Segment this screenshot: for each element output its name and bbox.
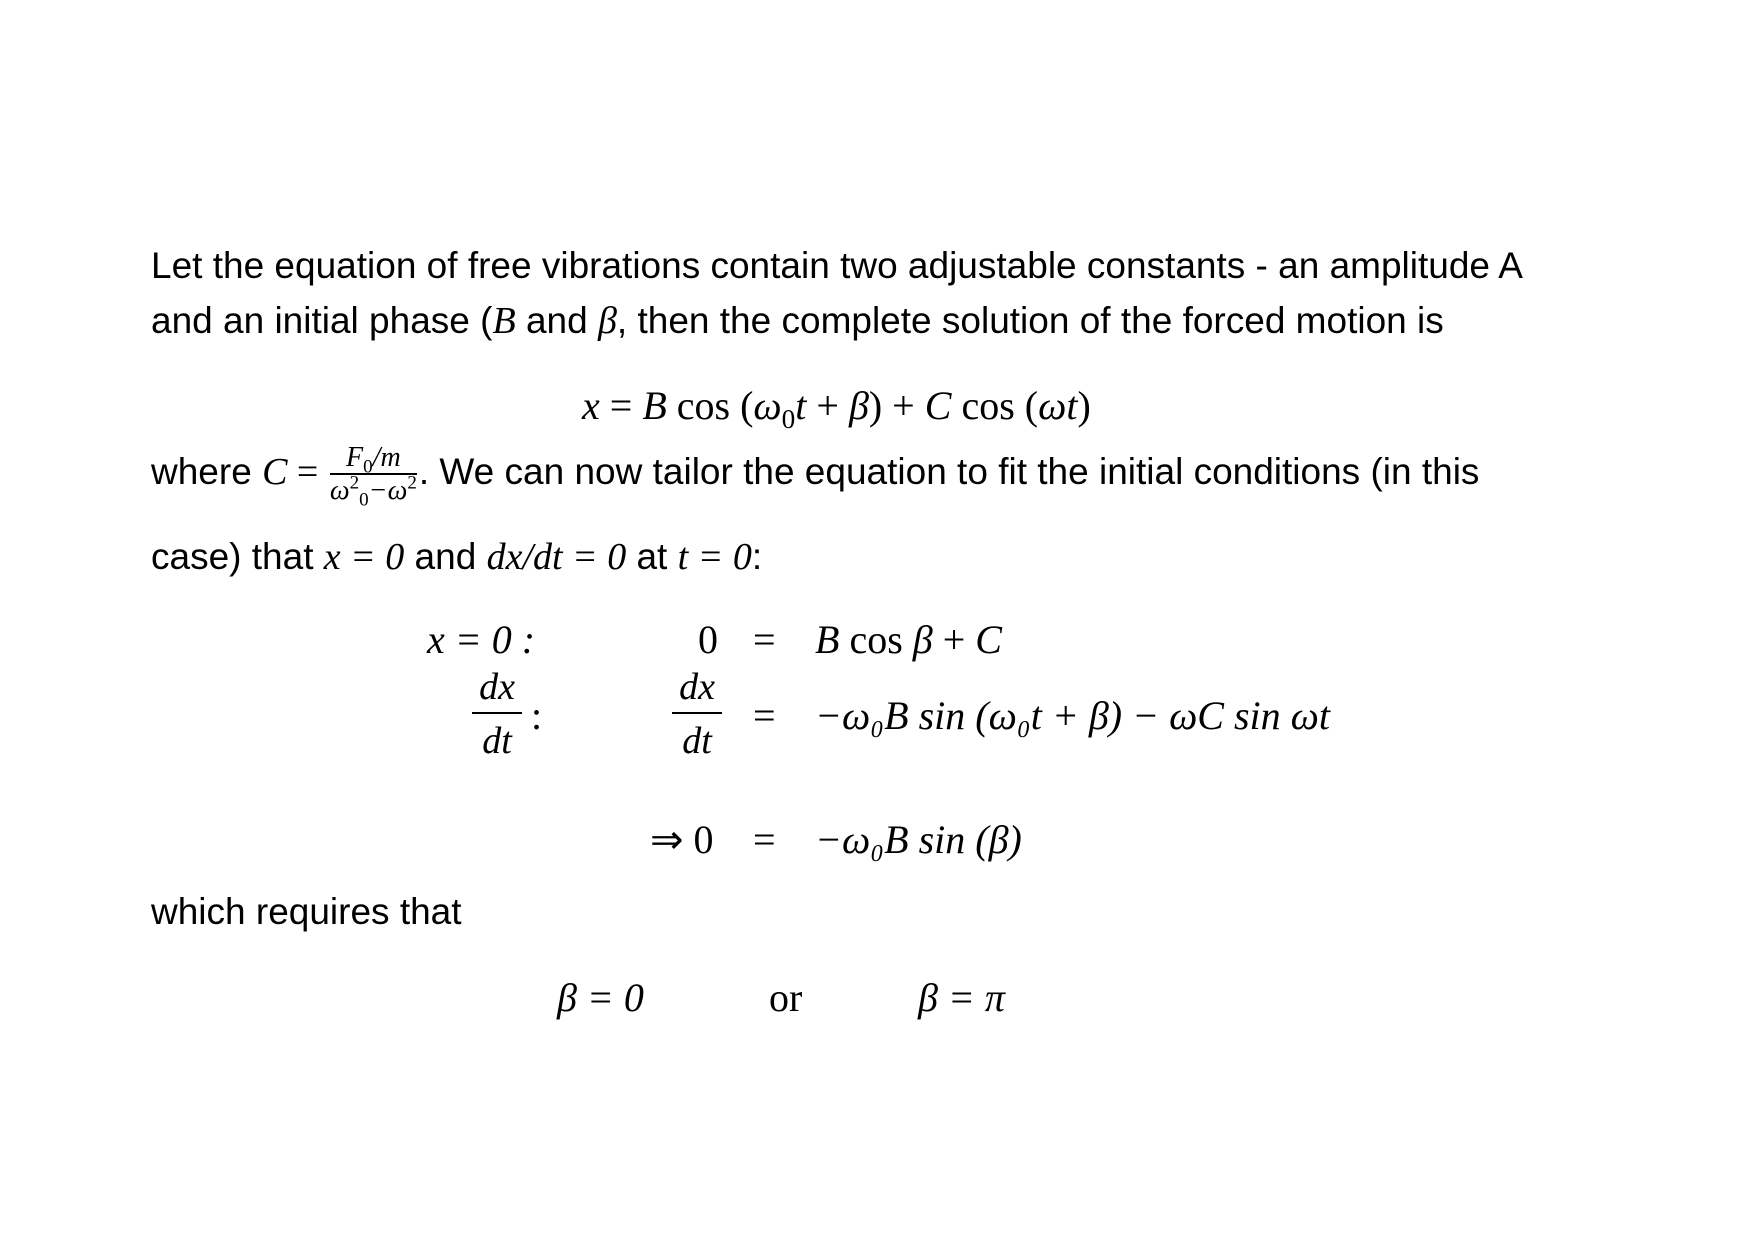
result-beta-zero: β = 0 <box>557 975 644 1020</box>
var-t: t <box>795 383 807 428</box>
system-row-2-colon: : <box>531 693 543 738</box>
over-m: /m <box>372 442 401 473</box>
omega: ω <box>753 383 782 428</box>
text: and <box>515 300 598 341</box>
main-equation <box>582 383 1091 434</box>
paragraph-2-line-2 <box>151 538 762 576</box>
minus-omega: −ω <box>368 475 408 507</box>
cos: cos ( <box>951 383 1039 428</box>
paragraph-3: which requires that <box>151 891 462 932</box>
text: , then the complete solution of the forced motion is <box>616 300 1444 341</box>
cos: cos ( <box>666 383 754 428</box>
condition-x: x = 0 <box>323 536 405 578</box>
symbol-B: B <box>492 300 516 342</box>
close-paren: ) <box>1077 383 1091 428</box>
plus: + <box>806 383 849 428</box>
condition-t: t = 0 <box>677 536 752 578</box>
subscript: 0 <box>359 489 369 511</box>
system-row-3-lhs: ⇒ 0 <box>650 817 714 862</box>
system-row-3-rhs: −ω₀B sin (β) <box>815 817 1022 862</box>
equals: = <box>287 451 328 494</box>
condition-dxdt: dx/dt = 0 <box>486 536 627 578</box>
system-row-3-equals: = <box>753 817 776 862</box>
text: : <box>751 536 763 577</box>
omega: ω <box>329 475 350 507</box>
var-F: F <box>346 442 364 473</box>
numerator-dx: dx <box>672 668 722 714</box>
system-row-2-rhs: −ω₀B sin (ω₀t + β) − ωC sin ωt <box>815 693 1331 738</box>
plus: + <box>932 617 976 662</box>
fraction-denominator <box>329 473 417 511</box>
paragraph-1-line-2 <box>151 302 1444 340</box>
text: and <box>404 536 487 577</box>
subscript: 0 <box>363 456 373 478</box>
text: case) that <box>151 536 324 577</box>
equals: = <box>599 383 643 428</box>
numerator-dx: dx <box>472 668 522 714</box>
system-row-1-rhs <box>815 617 1002 662</box>
system-row-2-label-fraction <box>472 668 522 760</box>
superscript: 2 <box>407 473 417 495</box>
symbol-beta: β <box>597 300 617 342</box>
system-row-1-lhs: 0 <box>698 617 718 662</box>
beta: β <box>848 383 869 428</box>
denominator-dt: dt <box>482 720 512 762</box>
omega: ω <box>1038 383 1067 428</box>
cos: cos <box>839 617 913 662</box>
beta: β <box>912 617 933 662</box>
paragraph-2-line-1 <box>151 442 1480 511</box>
inline-fraction <box>329 442 417 511</box>
result-beta-pi: β = π <box>918 975 1005 1020</box>
system-row-1-label: x = 0 : <box>427 617 536 662</box>
result-or: or <box>769 975 803 1020</box>
system-row-2-lhs-fraction <box>672 668 722 760</box>
text: and an initial phase ( <box>151 300 493 341</box>
paragraph-1-line-1: Let the equation of free vibrations contain two adjustable constants - an amplitude A <box>151 245 1523 286</box>
text: where <box>151 451 263 493</box>
var-C: C <box>975 617 1002 662</box>
var-C: C <box>924 383 952 428</box>
var-x: x <box>582 383 600 428</box>
close-plus: ) + <box>868 383 925 428</box>
var-B: B <box>642 383 667 428</box>
superscript: 2 <box>349 473 360 495</box>
fraction-numerator <box>330 442 417 478</box>
denominator-dt: dt <box>682 720 712 762</box>
subscript: 0 <box>781 404 796 434</box>
system-row-1-equals: = <box>753 617 776 662</box>
text: at <box>626 536 678 577</box>
var-C: C <box>262 451 288 494</box>
text: . We can now tailor the equation to fit the initial conditions (in this <box>418 451 1480 493</box>
var-B: B <box>815 617 840 662</box>
system-row-2-equals: = <box>753 693 776 738</box>
var-t: t <box>1066 383 1078 428</box>
